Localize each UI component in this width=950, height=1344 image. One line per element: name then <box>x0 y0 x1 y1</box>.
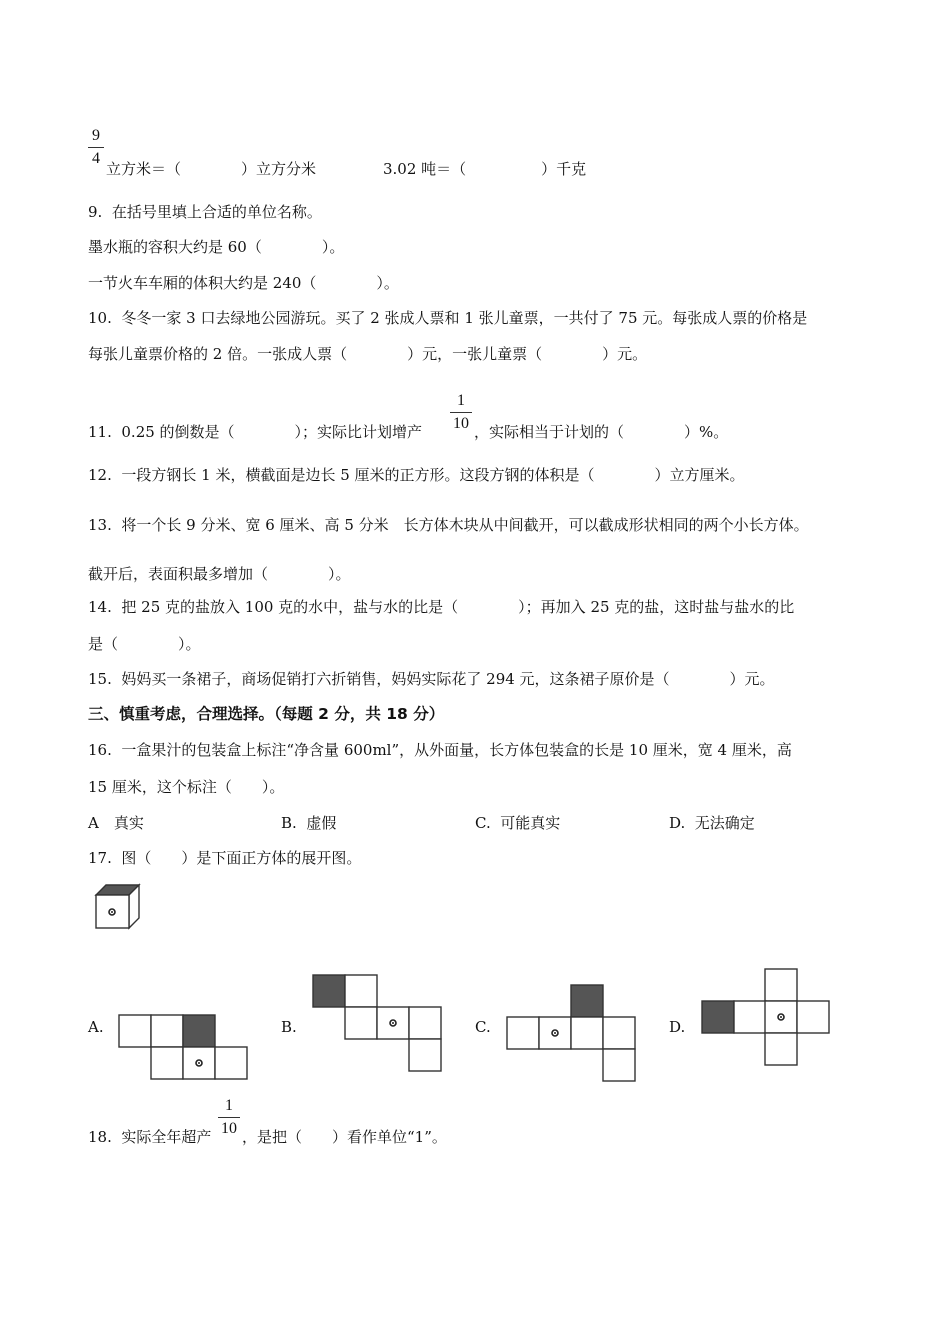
q8-text-a: 立方米＝（ ）立方分米 <box>106 160 317 178</box>
q9-stem: 9. 在括号里填上合适的单位名称。 <box>88 203 322 221</box>
fraction-numerator: 9 <box>92 127 100 144</box>
q9-line-1: 墨水瓶的容积大约是 60（ ）。 <box>88 238 345 256</box>
q17-option-d-label[interactable]: D. <box>669 1018 686 1036</box>
q14-line-2: 是（ ）。 <box>88 635 201 653</box>
q16-option-b[interactable]: B. 虚假 <box>281 814 337 832</box>
q11-text-b: ，实际相当于计划的（ ）%。 <box>474 423 729 441</box>
q18-text-b: ，是把（ ）看作单位“1”。 <box>242 1128 447 1146</box>
fraction-numerator: 1 <box>457 392 465 409</box>
shaded-square <box>313 975 345 1007</box>
q12-line: 12. 一段方钢长 1 米，横截面是边长 5 厘米的正方形。这段方钢的体积是（ ）立方厘米。 <box>88 466 745 484</box>
fraction-1-10 <box>218 1098 240 1137</box>
q13-line-1: 13. 将一个长 9 分米、宽 6 厘米、高 5 分米 长方体木块从中间截开，可以截成形状相同的两个小长方体。 <box>88 516 809 534</box>
q15-line: 15. 妈妈买一条裙子，商场促销打六折销售，妈妈实际花了 294 元，这条裙子原价是（ ）元。 <box>88 670 775 688</box>
q17-net-b[interactable] <box>313 975 443 1073</box>
shaded-square <box>183 1015 215 1047</box>
q9-line-2: 一节火车车厢的体积大约是 240（ ）。 <box>88 274 399 292</box>
q16-option-c[interactable]: C. 可能真实 <box>475 814 561 832</box>
q16-option-a[interactable]: A 真实 <box>88 814 144 832</box>
fraction-denominator: 10 <box>221 1120 237 1137</box>
shaded-square <box>571 985 603 1017</box>
fraction-denominator: 10 <box>453 415 469 432</box>
q16-line-2: 15 厘米，这个标注（ ）。 <box>88 778 285 796</box>
fraction-denominator: 4 <box>92 150 100 167</box>
q13-line-2: 截开后，表面积最多增加（ ）。 <box>88 565 351 583</box>
q17-option-a-label[interactable]: A. <box>88 1018 104 1036</box>
fraction-numerator: 1 <box>225 1097 233 1114</box>
q16-line-1: 16. 一盒果汁的包装盒上标注“净含量 600ml”，从外面量，长方体包装盒的长是 10 厘米，宽 4 厘米，高 <box>88 741 792 759</box>
q14-line-1: 14. 把 25 克的盐放入 100 克的水中，盐与水的比是（ ）；再加入 25 克的盐，这时盐与盐水的比 <box>88 598 795 616</box>
q17-option-c-label[interactable]: C. <box>475 1018 491 1036</box>
shaded-square <box>702 1001 734 1033</box>
q10-line-1: 10. 冬冬一家 3 口去绿地公园游玩。买了 2 张成人票和 1 张儿童票，一共付了 75 元。每张成人票的价格是 <box>88 309 808 327</box>
q17-net-a[interactable] <box>119 1015 249 1081</box>
q8-text-b: 3.02 吨＝（ ）千克 <box>383 160 587 178</box>
q11-text-a: 11. 0.25 的倒数是（ ）；实际比计划增产 <box>88 423 423 441</box>
q18-text-a: 18. 实际全年超产 <box>88 1128 212 1146</box>
q10-line-2: 每张儿童票价格的 2 倍。一张成人票（ ）元，一张儿童票（ ）元。 <box>88 345 648 363</box>
fraction-9-4 <box>88 128 104 167</box>
section-3-heading: 三、慎重考虑，合理选择。（每题 2 分，共 18 分） <box>88 705 445 723</box>
q17-stem: 17. 图（ ）是下面正方体的展开图。 <box>88 849 362 867</box>
q17-option-b-label[interactable]: B. <box>281 1018 297 1036</box>
q17-net-c[interactable] <box>507 985 637 1083</box>
q16-option-d[interactable]: D. 无法确定 <box>669 814 755 832</box>
cube-figure <box>93 884 143 934</box>
q17-net-d[interactable] <box>702 969 832 1067</box>
fraction-1-10 <box>450 393 472 432</box>
